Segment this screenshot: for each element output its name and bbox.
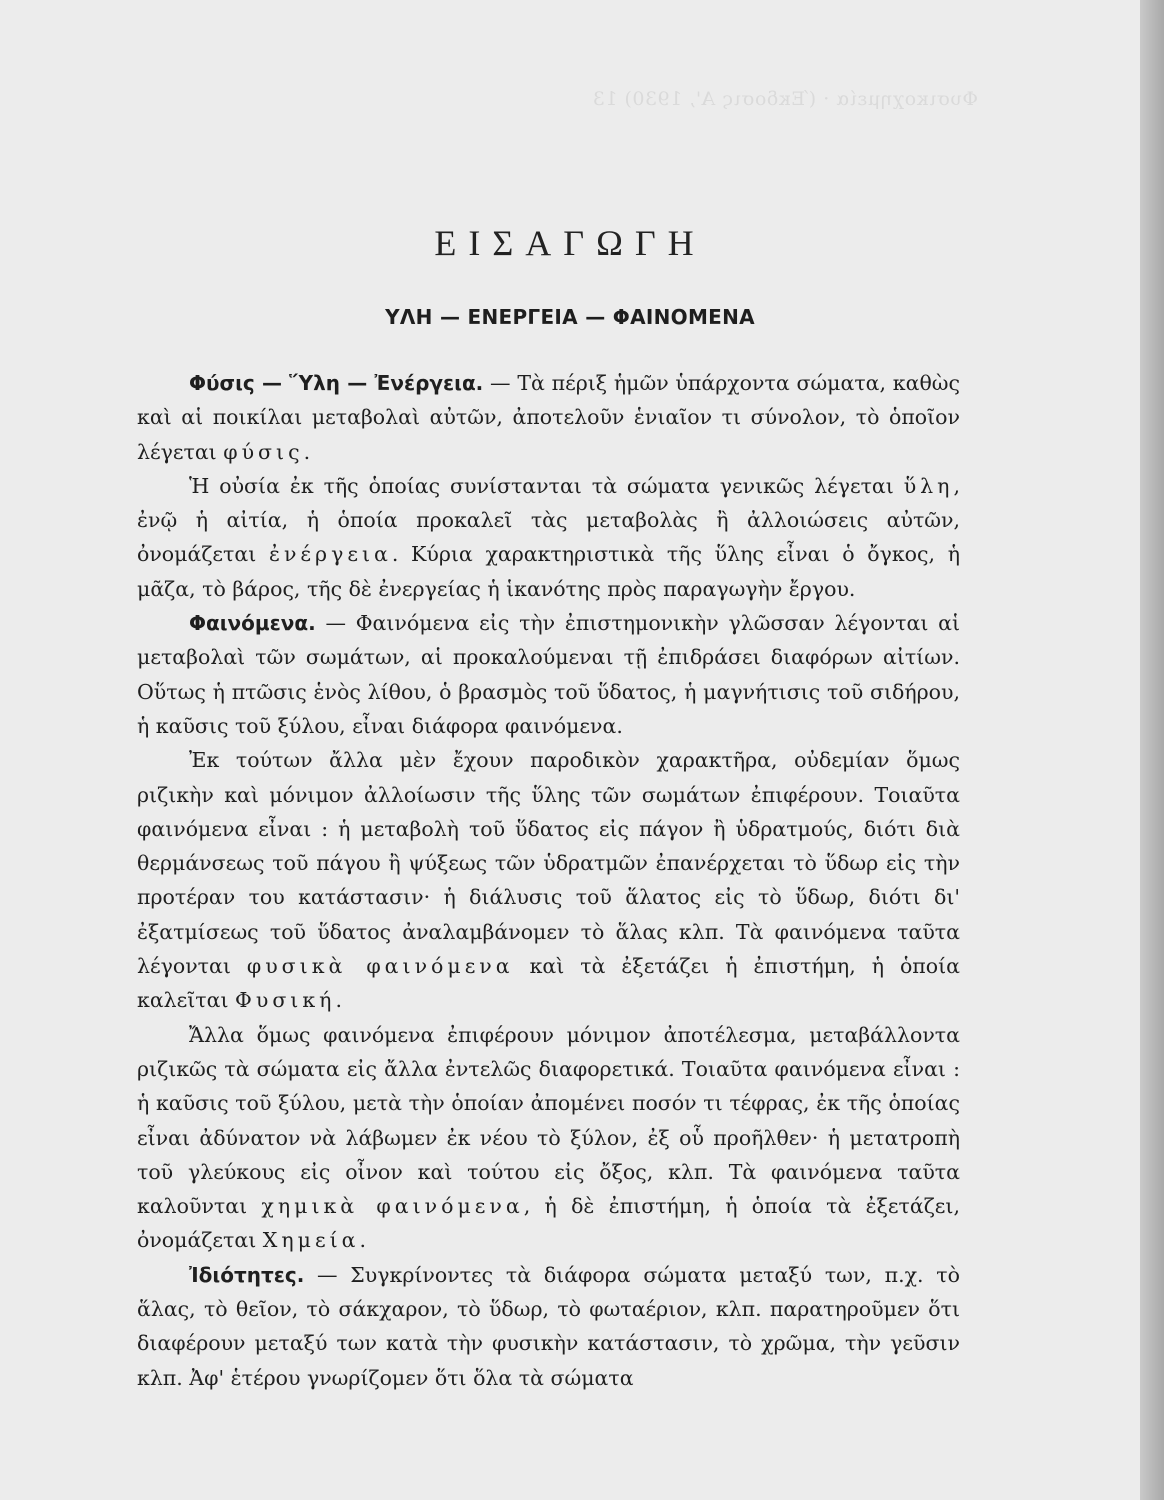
paragraph: Ἐκ τούτων ἄλλα μὲν ἔχουν παροδικὸν χαρακτῆρα, οὐδεμίαν ὅμως ριζικὴν καὶ μόνιμον ἀλλοίωσιν τῆς ὕλης τῶν σωμάτων ἐπιφέρουν. Τοιαῦτα φαινόμενα εἶναι : ἡ μεταβολὴ τοῦ ὕδατος εἰς πάγον ἢ ὑδρατμούς, διότι διὰ θερμάνσεως τοῦ πάγου ἢ ψύξεως τῶν ὑδρατμῶν ἐπανέρχεται τὸ ὕδωρ εἰς τὴν προτέραν του κατάστασιν· ἡ διάλυσις τοῦ ἅλατος εἰς τὸ ὕδωρ, διότι δι' ἐξατμίσεως τοῦ ὕδατος ἀναλαμβάνομεν τὸ ἅλας κλπ. Τὰ φαινόμενα ταῦτα λέγονται φυσικὰ φαινόμενα καὶ τὰ ἐξετάζει ἡ ἐπιστήμη, ἡ ὁποία καλεῖται Φυσική. [137,748,960,1013]
paragraph: Φύσις — Ὕλη — Ἐνέργεια. — Τὰ πέριξ ἡμῶν ὑπάρχοντα σώματα, καθὼς καὶ αἱ ποικίλαι μεταβολαὶ αὐτῶν, ἀποτελοῦν ἑνιαῖον τι σύνολον, τὸ ὁποῖον λέγεται φύσις. [137,371,960,464]
paragraph: Φαινόμενα. — Φαινόμενα εἰς τὴν ἐπιστημονικὴν γλῶσσαν λέγονται αἱ μεταβολαὶ τῶν σωμάτων, αἱ προκαλούμεναι τῇ ἐπιδράσει διαφόρων αἰτίων. Οὕτως ἡ πτῶσις ἑνὸς λίθου, ὁ βρασμὸς τοῦ ὕδατος, ἡ μαγνήτισις τοῦ σιδήρου, ἡ καῦσις τοῦ ξύλου, εἶναι διάφορα φαινόμενα. [137,611,960,738]
page-subtitle: ΥΛΗ — ΕΝΕΡΓΕΙΑ — ΦΑΙΝΟΜΕΝΑ [385,305,755,329]
page-edge [1140,0,1164,1500]
paragraph: Ἰδιότητες. — Συγκρίνοντες τὰ διάφορα σώματα μεταξύ των, π.χ. τὸ ἅλας, τὸ θεῖον, τὸ σάκχαρον, τὸ ὕδωρ, τὸ φωταέριον, κλπ. παρατηροῦμεν ὅτι διαφέρουν μεταξύ των κατὰ τὴν φυσικὴν κατάστασιν, τὸ χρῶμα, τὴν γεῦσιν κλπ. Ἀφ' ἑτέρου γνωρίζομεν ὅτι ὅλα τὰ σώματα [137,1262,960,1390]
spaced-term: ἐνέργεια [268,542,392,567]
section-heading: Ἰδιότητες. [189,1262,305,1287]
spaced-term: φυσικὰ φαινόμενα [246,954,514,979]
spaced-term: χημικὰ φαινόμενα [261,1194,524,1219]
spaced-term: φύσις [223,439,304,464]
bleed-through-text: Φυσικοχημεία · (Έκδοσις Α', 1930) 13 [592,88,978,110]
spaced-term: ὕλη [903,473,954,498]
section-heading: Φαινόμενα. [189,611,316,636]
page-title: ΕΙΣΑΓΩΓΗ [434,223,706,263]
section-heading: Φύσις — Ὕλη — Ἐνέργεια. [189,371,484,395]
body-text [137,366,960,1395]
spaced-term: Χημεία [262,1228,360,1253]
paragraph: Ἡ οὐσία ἐκ τῆς ὁποίας συνίστανται τὰ σώματα γενικῶς λέγεται ὕλη, ἐνῷ ἡ αἰτία, ἡ ὁποία προκαλεῖ τὰς μεταβολὰς ἢ ἀλλοιώσεις αὐτῶν, ὀνομάζεται ἐνέργεια. Κύρια χαρακτηριστικὰ τῆς ὕλης εἶναι ὁ ὄγκος, ἡ μᾶζα, τὸ βάρος, τῆς δὲ ἐνεργείας ἡ ἱκανότης πρὸς παραγωγὴν ἔργου. [137,473,960,601]
paragraph: Ἄλλα ὅμως φαινόμενα ἐπιφέρουν μόνιμον ἀποτέλεσμα, μεταβάλλοντα ριζικῶς τὰ σώματα εἰς ἄλλα ἐντελῶς διαφορετικά. Τοιαῦτα φαινόμενα εἶναι : ἡ καῦσις τοῦ ξύλου, μετὰ τὴν ὁποίαν ἀπομένει ποσόν τι τέφρας, ἐκ τῆς ὁποίας εἶναι ἀδύνατον νὰ λάβωμεν ἐκ νέου τὸ ξύλον, ἐξ οὗ προῆλθεν· ἡ μετατροπὴ τοῦ γλεύκους εἰς οἶνον καὶ τούτου εἰς ὄξος, κλπ. Τὰ φαινόμενα ταῦτα καλοῦνται χημικὰ φαινόμενα, ἡ δὲ ἐπιστήμη, ἡ ὁποία τὰ ἐξετάζει, ὀνομάζεται Χημεία. [137,1022,960,1253]
spaced-term: Φυσική [235,988,336,1013]
